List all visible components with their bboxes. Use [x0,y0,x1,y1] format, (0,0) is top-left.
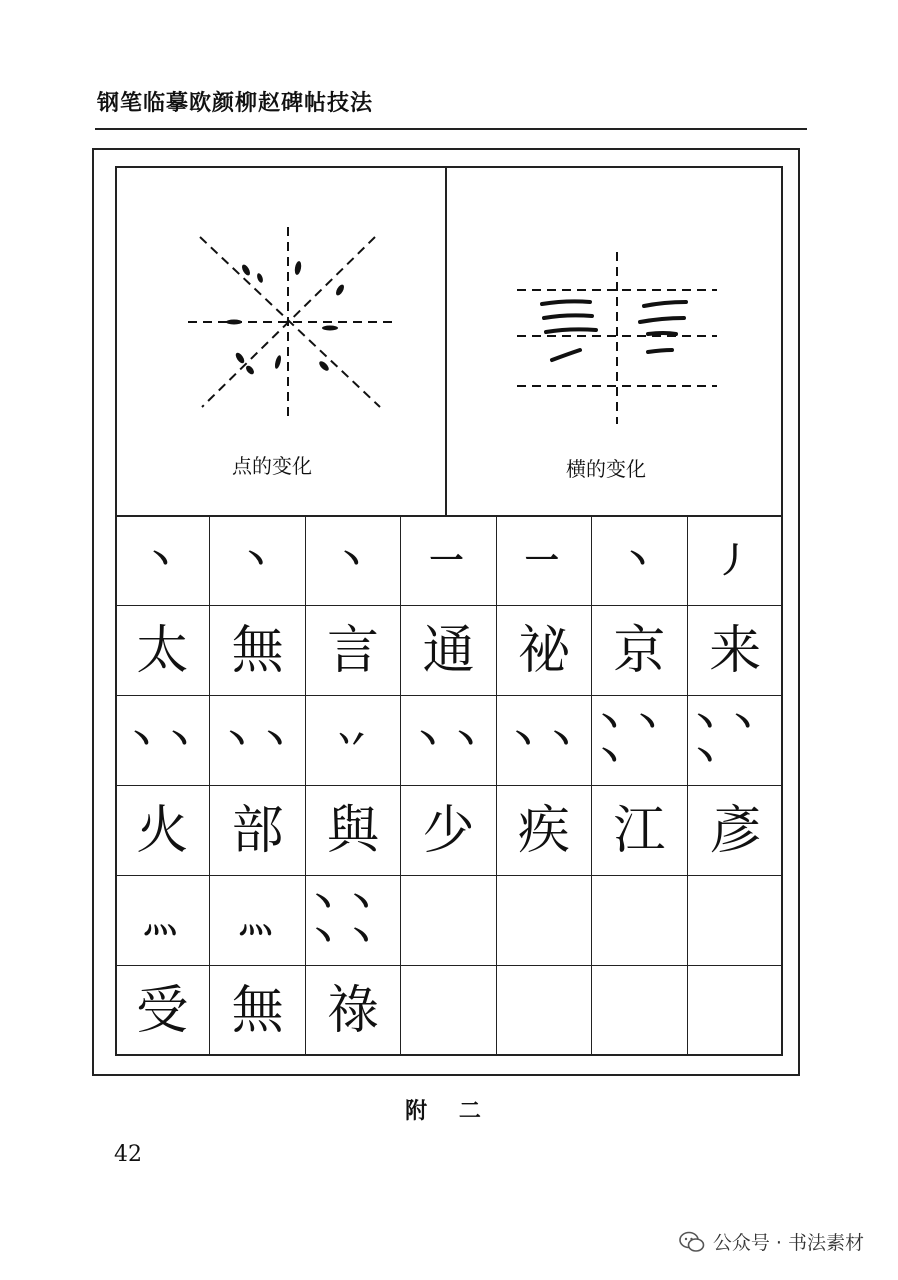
stroke-sample: 一 [429,540,468,581]
grid-cell [210,606,305,696]
page-header-title: 钢笔临摹欧颜柳赵碑帖技法 [97,90,374,116]
character-sample: 通 [422,620,475,681]
grid-cell [592,606,687,696]
grid-cell [115,966,210,1056]
character-sample: 来 [709,620,762,681]
watermark [679,1228,864,1255]
grid-cell [210,516,305,606]
grid-cell [401,786,496,876]
grid-cell [497,696,592,786]
grid-cell [592,876,687,966]
character-sample: 無 [231,981,284,1041]
grid-cell [306,876,401,966]
grid-cell [688,786,783,876]
panel-caption-horizontal: 横的变化 [566,457,646,481]
appendix-label: 附 二 [405,1098,493,1124]
grid-cell [210,966,305,1056]
grid-cell [497,966,592,1056]
stroke-sample: 灬 [143,900,182,941]
character-grid [115,516,783,1056]
stroke-sample: 灬 [238,900,277,941]
dot-variation-diagram [180,222,400,422]
watermark-text: 公众号 · 书法素材 [712,1232,864,1254]
grid-cell [306,786,401,876]
grid-cell [401,876,496,966]
grid-cell [306,516,401,606]
grid-cell [497,516,592,606]
page-number: 42 [114,1142,142,1167]
character-sample: 少 [422,800,475,861]
stroke-sample: 丶 [143,540,182,581]
stroke-sample: 丶丶 [124,720,201,761]
grid-cell [306,606,401,696]
grid-cell [592,786,687,876]
grid-cell [115,516,210,606]
panel-divider [445,168,447,516]
character-sample: 無 [231,620,284,681]
character-sample: 受 [136,981,189,1041]
grid-cell [592,516,687,606]
grid-cell [497,876,592,966]
grid-cell [115,876,210,966]
grid-cell [592,966,687,1056]
grid-cell [401,966,496,1056]
character-sample: 與 [327,800,380,861]
stroke-sample: 丶丶丶 [592,703,669,778]
character-sample: 江 [613,800,666,861]
grid-cell [688,516,783,606]
character-sample: 彥 [709,800,762,861]
character-sample: 太 [136,620,189,681]
wechat-icon [679,1231,705,1253]
grid-cell [306,966,401,1056]
stroke-sample: 丶丶 [505,720,582,761]
grid-cell [688,696,783,786]
character-sample: 祿 [327,981,380,1041]
character-sample: 京 [613,620,666,681]
stroke-sample: 丶丶丶丶 [305,883,382,958]
character-sample: 部 [231,800,284,861]
stroke-sample: 丶 [334,540,373,581]
stroke-sample: 丶丶 [410,720,487,761]
grid-cell [115,786,210,876]
character-sample: 疾 [517,800,570,861]
horizontal-stroke-variation-diagram [512,252,724,427]
grid-cell [497,786,592,876]
panel-caption-dot: 点的变化 [232,454,312,478]
stroke-sample: 丶 [238,540,277,581]
stroke-sample: 丿 [716,540,755,581]
stroke-sample: 丶丶 [219,720,296,761]
grid-cell [306,696,401,786]
grid-cell [210,696,305,786]
header-divider [95,128,807,130]
grid-cell [401,516,496,606]
grid-cell [688,606,783,696]
grid-cell [210,876,305,966]
grid-cell [497,606,592,696]
grid-cell [401,606,496,696]
character-sample: 祕 [517,620,570,681]
grid-cell [115,606,210,696]
character-sample: 言 [327,620,380,681]
grid-cell [401,696,496,786]
stroke-sample: 一 [524,540,563,581]
character-sample: 火 [136,800,189,861]
grid-cell [592,696,687,786]
grid-cell [688,966,783,1056]
stroke-sample: 丶 [620,540,659,581]
grid-cell [688,876,783,966]
grid-cell [115,696,210,786]
grid-cell [210,786,305,876]
stroke-sample: 丷 [334,720,373,761]
stroke-sample: 丶丶丶 [687,703,764,778]
